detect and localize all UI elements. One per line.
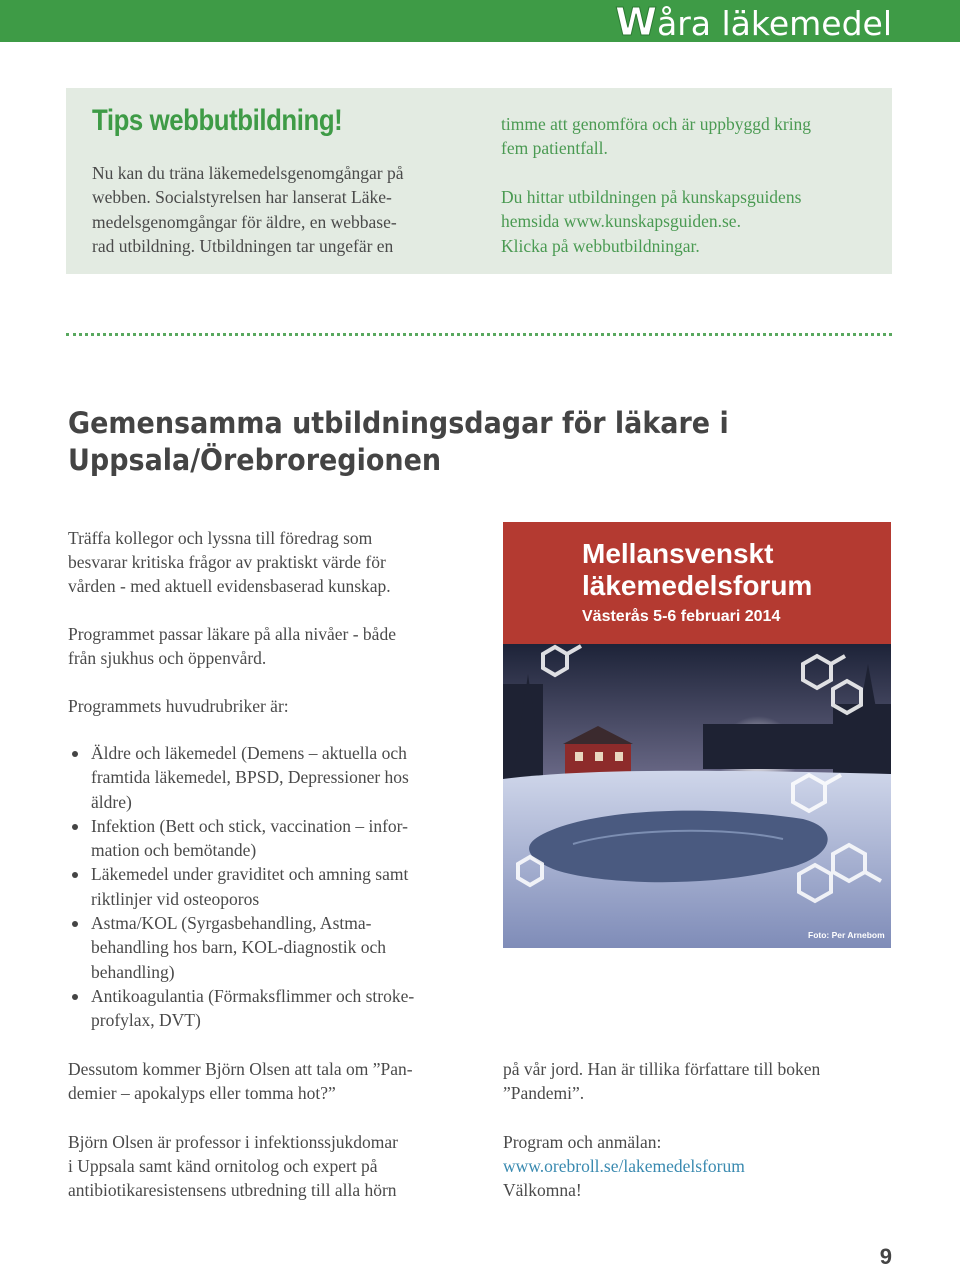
list-item-line: framtida läkemedel, BPSD, Depressioner hos — [91, 767, 409, 788]
intro-line: vården - med aktuell evidensbaserad kunskap. — [68, 576, 391, 596]
list-item — [70, 911, 414, 984]
title-rest: åra läkemedel — [657, 4, 892, 43]
bio-line: Björn Olsen är professor i infektionssjukdomar — [68, 1132, 399, 1152]
poster-title-line: Mellansvenskt — [582, 538, 774, 569]
article-heading-line: Uppsala/Örebroregionen — [68, 443, 442, 477]
audience-line: från sjukhus och öppenvård. — [68, 648, 267, 668]
list-item-line: Infektion (Bett och stick, vaccination – infor- — [91, 815, 408, 836]
dotted-divider — [66, 333, 892, 336]
tips-right-line: Du hittar utbildningen på kunskapsguidens — [501, 187, 802, 207]
title-initial: W — [615, 0, 657, 44]
tips-left-line: webben. Socialstyrelsen har lanserat Läke- — [92, 187, 392, 207]
list-item-line: behandling hos barn, KOL-diagnostik och — [91, 937, 387, 958]
list-item-line: Astma/KOL (Syrgasbehandling, Astma- — [91, 913, 372, 934]
bio-continued-line: ”Pandemi”. — [503, 1083, 585, 1103]
topics-intro: Programmets huvudrubriker är: — [68, 696, 289, 716]
poster-subtitle: Västerås 5-6 februari 2014 — [582, 608, 781, 625]
register-link[interactable]: www.orebroll.se/lakemedelsforum — [503, 1156, 745, 1176]
bio-continued-line: på vår jord. Han är tillika författare till boken — [503, 1059, 821, 1079]
tips-right-line: fem patientfall. — [501, 138, 608, 158]
list-item — [70, 862, 414, 911]
intro-line: Träffa kollegor och lyssna till föredrag som — [68, 528, 373, 548]
tips-right-line: hemsida www.kunskapsguiden.se. — [501, 211, 741, 231]
page-number: 9 — [879, 1244, 892, 1269]
tips-title: Tips webbutbildning! — [92, 104, 343, 137]
list-item-line: äldre) — [91, 791, 132, 812]
speaker-line: demier – apokalyps eller tomma hot?” — [68, 1083, 336, 1103]
speaker-line: Dessutom kommer Björn Olsen att tala om ”Pan- — [68, 1059, 413, 1079]
forum-poster-image — [503, 522, 891, 948]
magazine-section-title — [615, 2, 892, 44]
list-item-line: Äldre och läkemedel (Demens – aktuella och — [91, 743, 407, 763]
audience-line: Programmet passar läkare på alla nivåer - både — [68, 624, 396, 644]
list-item — [70, 984, 414, 1033]
winter-landscape-photo — [503, 644, 891, 948]
tips-left-line: medelsgenomgångar för äldre, en webbase- — [92, 212, 397, 232]
list-item — [70, 814, 414, 863]
list-item-line: mation och bemötande) — [91, 840, 257, 861]
register-label: Program och anmälan: — [503, 1132, 662, 1152]
list-item-line: behandling) — [91, 961, 175, 982]
tips-right-line: timme att genomföra och är uppbyggd kring — [501, 114, 812, 134]
bio-line: antibiotikaresistensens utbredning till alla hörn — [68, 1180, 397, 1200]
tips-right-line: Klicka på webbutbildningar. — [501, 236, 700, 256]
list-item-line: profylax, DVT) — [91, 1010, 201, 1031]
welcome-text: Välkomna! — [503, 1180, 582, 1200]
poster-title-line: läkemedelsforum — [582, 570, 813, 601]
list-item-line: Läkemedel under graviditet och amning samt — [91, 864, 409, 885]
article-heading-line: Gemensamma utbildningsdagar för läkare i — [68, 406, 729, 440]
photo-credit: Foto: Per Arnebom — [808, 930, 885, 940]
list-item-line: Antikoagulantia (Förmaksflimmer och stroke- — [91, 985, 415, 1006]
tips-left-line: rad utbildning. Utbildningen tar ungefär en — [92, 236, 394, 256]
tips-left-line: Nu kan du träna läkemedelsgenomgångar på — [92, 163, 404, 183]
intro-line: besvarar kritiska frågor av praktiskt värde för — [68, 552, 386, 572]
list-item — [70, 741, 414, 814]
topics-list — [70, 741, 414, 1033]
bio-line: i Uppsala samt känd ornitolog och expert på — [68, 1156, 378, 1176]
list-item-line: riktlinjer vid osteoporos — [91, 888, 260, 909]
